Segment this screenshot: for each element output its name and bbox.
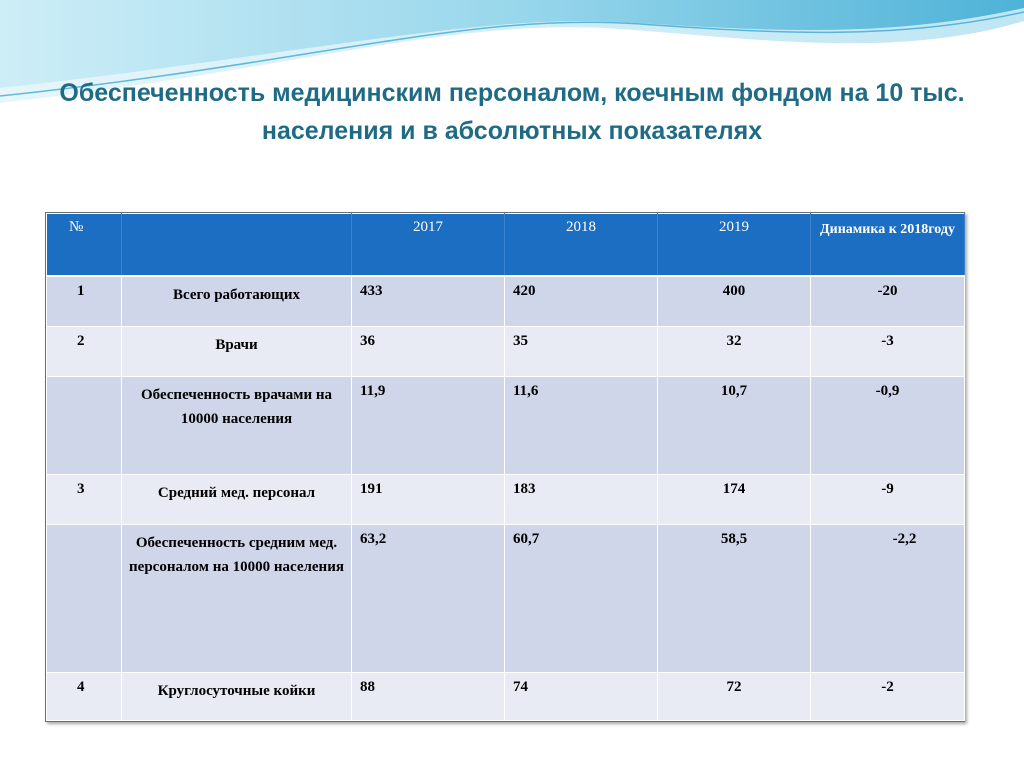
row-value-2017: 63,2	[352, 524, 505, 672]
row-value-2017: 36	[352, 326, 505, 376]
row-value-2019: 58,5	[658, 524, 811, 672]
row-indicator: Врачи	[122, 326, 352, 376]
row-indicator: Всего работающих	[122, 276, 352, 326]
staffing-table	[46, 213, 965, 721]
row-value-2018: 74	[505, 672, 658, 720]
row-value-2017: 11,9	[352, 376, 505, 474]
row-value-2017: 88	[352, 672, 505, 720]
header-dynamics: Динамика к 2018году	[811, 214, 965, 277]
row-number	[47, 524, 122, 672]
header-name	[122, 214, 352, 277]
row-indicator: Круглосуточные койки	[122, 672, 352, 720]
row-value-2019: 32	[658, 326, 811, 376]
table-header-row	[47, 214, 965, 277]
header-2019: 2019	[658, 214, 811, 277]
table-row	[47, 672, 965, 720]
table-row	[47, 326, 965, 376]
table-row	[47, 524, 965, 672]
table-row	[47, 376, 965, 474]
row-value-2018: 183	[505, 474, 658, 524]
table-row	[47, 276, 965, 326]
row-value-2019: 174	[658, 474, 811, 524]
row-dynamics: -2	[811, 672, 965, 720]
row-value-2018: 420	[505, 276, 658, 326]
row-value-2017: 433	[352, 276, 505, 326]
row-value-2019: 10,7	[658, 376, 811, 474]
table-row	[47, 474, 965, 524]
slide-title: Обеспеченность медицинским персоналом, коечным фондом на 10 тыс. населения и в абсолютных показателях	[59, 79, 965, 145]
row-number: 2	[47, 326, 122, 376]
row-value-2018: 60,7	[505, 524, 658, 672]
row-dynamics: -0,9	[811, 376, 965, 474]
row-indicator: Обеспеченность врачами на 10000 населения	[122, 376, 352, 474]
row-number	[47, 376, 122, 474]
header-2018: 2018	[505, 214, 658, 277]
row-value-2019: 72	[658, 672, 811, 720]
row-value-2019: 400	[658, 276, 811, 326]
row-dynamics: -2,2	[811, 524, 965, 672]
data-table-container	[45, 212, 965, 722]
header-number: №	[47, 214, 122, 277]
row-dynamics: -3	[811, 326, 965, 376]
row-value-2018: 35	[505, 326, 658, 376]
row-number: 3	[47, 474, 122, 524]
row-dynamics: -20	[811, 276, 965, 326]
row-number: 1	[47, 276, 122, 326]
row-indicator: Средний мед. персонал	[122, 474, 352, 524]
row-value-2018: 11,6	[505, 376, 658, 474]
row-number: 4	[47, 672, 122, 720]
header-2017: 2017	[352, 214, 505, 277]
row-dynamics: -9	[811, 474, 965, 524]
row-value-2017: 191	[352, 474, 505, 524]
row-indicator: Обеспеченность средним мед. персоналом на 10000 населения	[122, 524, 352, 672]
